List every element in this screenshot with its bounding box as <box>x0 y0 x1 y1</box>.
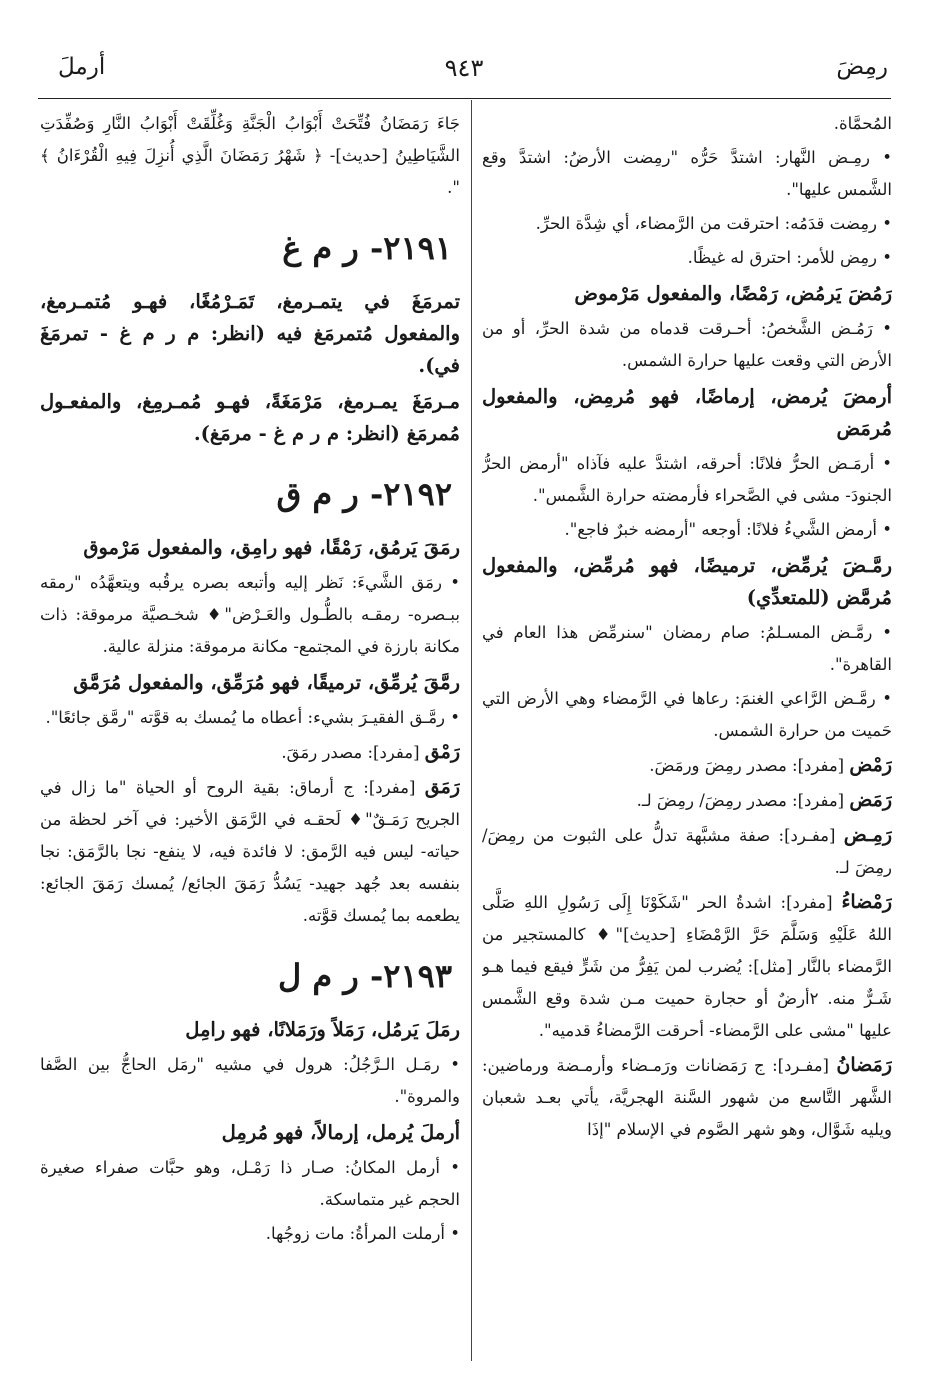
verb-headword: أرملَ يُرمل، إرمالاً، فهو مُرمِل <box>221 1121 460 1144</box>
entry-text: رَمُـض الشَّخصُ: أحـرقت قدماه من شدة الحرِّ، أو من الأرض التي وقعت عليها حرارة الشمس. <box>482 319 892 370</box>
entry-headword: رَمْض <box>849 754 892 776</box>
left-column <box>40 108 460 1370</box>
dictionary-entry <box>482 784 892 817</box>
entry-text: المُحمَّاة. <box>833 114 892 133</box>
dictionary-entry <box>482 1049 892 1146</box>
entry-text: [مفـرد]: صفة مشبَّهة تدلُّ على الثبوت من رمِضَ/ رمِضَ لـ. <box>482 826 892 877</box>
entry-text: جَاءَ رَمَضَانُ فُتِّحَتْ أَبْوَابُ الْجَنَّةِ وَغُلِّقَتْ أَبْوَابُ النَّارِ وَصُفِّدَتِ الشَّيَاطِينُ [حديث]- ﴿ شَهْرُ رَمَضَانَ الَّذِي أُنزِلَ فِيهِ الْقُرْءَانُ ﴾ ". <box>40 114 460 197</box>
entry-headword: رَمَق <box>424 776 460 798</box>
entry-text: رمِـض النَّهار: اشتدَّ حَرُّه "رمِضت الأرضُ: اشتدَّ وقع الشَّمس عليها". <box>482 148 892 199</box>
verb-headword: تمرمَغَ في يتمـرمغ، تَمَـرْمُغًا، فهـو مُتمـرمغ، والمفعول مُتمرمَغ فيه (انظر: م ر م غ - تمرمَغَ في). <box>40 290 460 377</box>
sense-entry <box>482 448 892 512</box>
entry-text: أرملت المرأةُ: مات زوجُها. <box>265 1224 446 1243</box>
root-heading: ٢١٩٢- ر م ق <box>276 475 452 513</box>
dictionary-entry <box>40 108 460 204</box>
verb-headword: رمَقَ يَرمُق، رَمْقًا، فهو رامِق، والمفعول مَرْموق <box>83 536 460 559</box>
entry-text: رمَّـض المسـلمُ: صام رمضان "سنرمِّض هذا العام في القاهرة". <box>482 623 892 674</box>
dictionary-entry <box>482 749 892 782</box>
verb-headword: مـرمَغَ يمـرمغ، مَرْمَغَةً، فهـو مُمـرمِغ، والمفعـول مُمرمَغ (انظر: م ر م غ - مرمَغ). <box>40 390 460 445</box>
sense-entry <box>40 1049 460 1113</box>
sense-entry <box>40 702 460 734</box>
entry-headword: رَمِـض <box>843 824 892 846</box>
entry-text: أرمل المكانُ: صـار ذا رَمْـل، وهو حبَّات صفراء صغيرة الحجم غير متماسكة. <box>40 1158 460 1209</box>
sense-entry <box>482 514 892 546</box>
entry-text: رمِض للأمر: احترق له غيظًا. <box>687 248 878 267</box>
dictionary-entry <box>482 108 892 140</box>
entry-text: [مفرد]: ج أرماق: بقية الروح أو الحياة "ما زال في الجريح رَمَـقٌ"♦ لَحقـه في الرَّمَق الأخير: في آخر لحظة من حياته- ليس فيه الرَّمق: لا فائدة فيه، لا ينفع- نجا بالرَّمَق: نجا بنفسه بعد جُهد جهيد- يَسُدُّ رَمَقَ الجائع/ يُمسك رَمَقَ الجائع: يطعمه بما يُمسك قوَّته. <box>40 778 460 925</box>
verb-headword: رمَّـضَ يُرمِّض، ترميضًا، فهو مُرمِّض، والمفعول مُرمَّض (للمتعدِّي) <box>482 554 892 609</box>
root-heading: ٢١٩١- ر م غ <box>282 229 452 267</box>
dictionary-entry <box>40 736 460 769</box>
root-heading: ٢١٩٣- ر م ل <box>278 957 452 995</box>
sense-entry <box>482 683 892 747</box>
verb-headword: رمَلَ يَرمُل، رَمَلاً ورَمَلانًا، فهو رامِل <box>185 1018 460 1041</box>
entry-text: رمَّـض الرَّاعي الغنمَ: رعاها في الرَّمضاء وهي الأرض التي حَميت من حرارة الشمس. <box>482 689 892 740</box>
entry-text: رمِضت قدَمُه: احترقت من الرَّمضاء، أي شِدَّة الحرِّ. <box>535 214 878 233</box>
dictionary-entry <box>482 819 892 884</box>
entry-text: [مفرد]: مصدر رمِضَ ورمَضَ. <box>649 756 850 775</box>
page-number: ٩٤٣ <box>444 54 484 82</box>
entry-text: رمَـل الـرَّجُلُ: هرول في مشيه "رمَل الحاجُّ بين الصَّفا والمروة". <box>40 1055 460 1106</box>
entry-text: [مفـرد]: ج رَمَضانات ورَمـضاء وأرمـضة ورماضين: الشَّهر التَّاسع من شهور السَّنة الهجريَّة، يأتي بعـد شعبان ويليه شَوَّال، وهو شهر الصَّوم في الإسلام "إذَا <box>482 1056 892 1139</box>
verb-headword: رمَّقَ يُرمِّق، ترميقًا، فهو مُرَمِّق، والمفعول مُرَمَّق <box>73 671 460 694</box>
sense-entry <box>482 617 892 681</box>
sense-entry <box>482 208 892 240</box>
entry-headword: رَمَضانُ <box>836 1054 892 1076</box>
sense-entry <box>482 142 892 206</box>
entry-text: [مفرد]: مصدر رمِضَ/ رمِضَ لـ. <box>636 791 850 810</box>
entry-text: [مفرد]: مصدر رمَقَ. <box>281 743 425 762</box>
entry-text: أرمَـض الحرُّ فلانًا: أحرقه، اشتدَّ عليه فآذاه "أرمض الحرُّ الجنودَ- مشى في الصَّحراء فأرمضته حرارة الشَّمس". <box>482 454 892 505</box>
verb-headword: أرمضَ يُرمض، إرماضًا، فهو مُرمِض، والمفعول مُرمَض <box>482 385 892 440</box>
entry-text: رمَق الشَّيءَ: نَظر إليه وأتبعه بصره يرقُبه ويتعهَّدُه "رمقه ببـصره- رمقـه بالطُّـول والعَـرْض"♦ شخـصيَّة مرموقة: ذات مكانة بارزة في المجتمع- مكانة مرموقة: منزلة عالية. <box>40 573 460 656</box>
dictionary-entry <box>482 886 892 1047</box>
sense-entry <box>482 313 892 377</box>
entry-text: [مفرد]: اشدةُ الحر "شَكَوْنَا إِلَى رَسُولِ اللهِ صَلَّى اللهُ عَلَيْهِ وَسَلَّمَ حَرَّ الرَّمْضَاءِ [حديث]"♦ كالمستجير من الرَّمضاء بالنَّار [مثل]: يُضرب لمن يَفِرُّ من شَرٍّ فيقع فيما هـو شَـرٌّ منه. ٢أرضٌ أو حجارة حميت مـن شدة وقع الشَّمس عليها "مشى على الرَّمضاء- أحرقت الرَّمضاءُ قدميه". <box>482 893 892 1040</box>
column-divider <box>471 100 472 1361</box>
sense-entry <box>40 567 460 663</box>
sense-entry <box>40 1218 460 1250</box>
dictionary-entry <box>40 771 460 932</box>
right-column <box>482 108 892 1370</box>
entry-headword: رَمَض <box>849 789 892 811</box>
sense-entry <box>482 242 892 274</box>
verb-headword: رَمُضَ يَرمُض، رَمْضًا، والمفعول مَرْموض <box>574 282 892 305</box>
header-rule <box>38 98 891 99</box>
entry-text: أرمض الشَّيءُ فلانًا: أوجعه "أرمضه خبرٌ فاجع". <box>564 520 878 539</box>
header-guide-word-right: رمِضَ <box>836 54 888 80</box>
header-guide-word-left: أرملَ <box>58 54 106 80</box>
entry-headword: رَمْضاءُ <box>841 891 892 913</box>
entry-headword: رَمْق <box>424 741 460 763</box>
entry-text: رمَّـق الفقيـرَ بشيء: أعطاه ما يُمسك به قوَّته "رمَّق جائعًا". <box>45 708 446 727</box>
page-header <box>40 54 888 94</box>
sense-entry <box>40 1152 460 1216</box>
